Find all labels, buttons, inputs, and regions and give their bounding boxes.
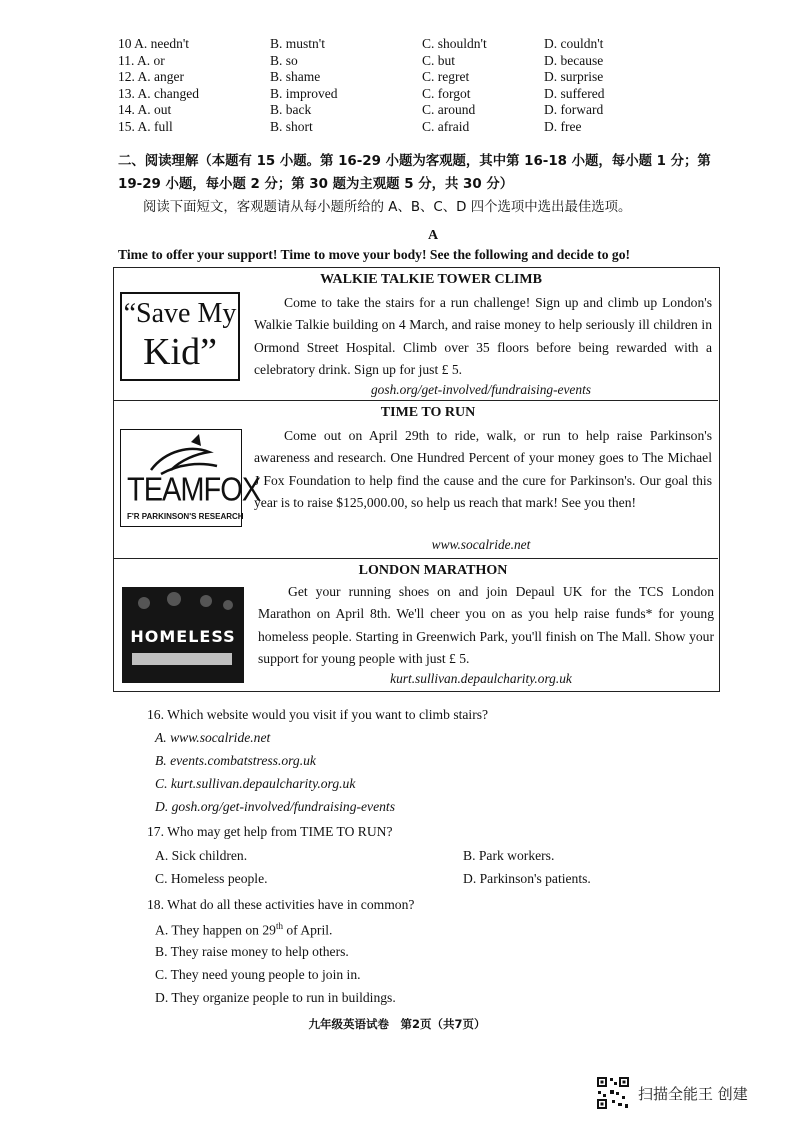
option-d: D. free [544,118,582,134]
ad-title: TIME TO RUN [380,405,476,420]
option-d: D. forward [544,102,604,118]
option-a: 14. A. out [118,102,172,118]
ad-url: gosh.org/get-involved/fundraising-events [370,382,592,397]
q18-choice-a-tail: of April. [282,922,333,938]
homeless-wordmark: HOMELESS [130,627,236,646]
option-a: 15. A. full [118,118,173,134]
option-a: 12. A. anger [118,69,184,85]
ad-walkie-talkie [114,268,718,401]
question-16-stem: 16. Which website would you visit if you want to climb stairs? [147,707,489,722]
homeless-logo [122,587,244,683]
q17-choice-a: A. Sick children. [155,848,248,863]
q18-choice-a [155,921,332,939]
scanner-watermark [596,1076,748,1110]
ads-box [113,267,720,692]
q16-choice-a: A. www.socalride.net [155,730,271,745]
option-c: C. afraid [422,118,470,134]
option-b: B. short [270,118,313,134]
q16-choice-b: B. events.combatstress.org.uk [155,753,316,768]
q17-choice-b: B. Park workers. [463,848,555,863]
ad-time-to-run [114,401,718,559]
question-18-stem: 18. What do all these activities have in common? [147,897,415,912]
ad-body: Come to take the stairs for a run challenge! Sign up and climb up London's Walkie Talkie building on 4 March, and raise money to help seriously ill children in Ormond Street Hospital. Climb over 35 floors before being rewarded with a celebratory drink. Sign up for just £ 5. [254,295,712,378]
option-d: D. surprise [544,69,604,85]
logo-line1: “Save My [123,298,237,329]
team-fox-wordmark: TEAMFOX [127,471,261,509]
option-b: B. so [270,52,298,68]
option-b: B. mustn't [270,36,325,51]
q18-choice-b: B. They raise money to help others. [155,944,349,959]
q17-choice-c: C. Homeless people. [155,871,268,886]
page-footer: 九年级英语试卷 第2页（共7页） [308,1017,486,1031]
ad-url: kurt.sullivan.depaulcharity.org.uk [390,671,572,686]
option-a: 13. A. changed [118,85,199,101]
q16-choice-c: C. kurt.sullivan.depaulcharity.org.uk [155,776,356,791]
option-b: B. back [270,102,312,118]
passage-letter: A [428,228,439,243]
section-heading: 二、阅读理解（本题有 15 小题。第 16-29 小题为客观题，其中第 16-18 小题，每小题 1 分；第 19-29 小题，每小题 2 分；第 30 题为主观题 5 分，共 30 分） [118,154,711,192]
option-a: 10 A. needn't [118,36,190,51]
q16-choice-d: D. gosh.org/get-involved/fundraising-events [155,799,395,814]
option-c: C. but [422,52,456,68]
ad-body: Come out on April 29th to ride, walk, or run to help raise Parkinson's awareness and research. One Hundred Percent of your money goes to The Michael J Fox Foundation to help find the cause and the cure for Parkinson's. Our goal this year is to raise $125,000.00, so help us reach that mark! See you then! [254,428,712,511]
option-a: 11. A. or [118,52,165,68]
scanner-badge-text: 扫描全能王 创建 [638,1084,748,1103]
option-c: C. forgot [422,85,471,101]
q18-choice-d: D. They organize people to run in buildings. [155,990,396,1005]
ad-title: LONDON MARATHON [358,563,508,578]
question-17-stem: 17. Who may get help from TIME TO RUN? [147,824,393,839]
section-instruction: 阅读下面短文，客观题请从每小题所给的 A、B、C、D 四个选项中选出最佳选项。 [143,200,632,215]
option-d: D. because [544,52,604,68]
q18-choice-a-text: A. They happen on 29 [155,922,276,938]
option-b: B. shame [270,69,321,85]
option-d: D. couldn't [544,36,604,51]
option-c: C. shouldn't [422,36,487,51]
team-fox-subtitle: F'R PARKINSON'S RESEARCH [127,512,244,521]
save-my-kid-logo [120,292,240,381]
team-fox-logo [120,429,261,527]
ad-body: Get your running shoes on and join Depaul UK for the TCS London Marathon on April 8th. We'll cheer you on as you help raise funds* for young homeless people. Starting in Greenwich Park, you'll finish on The Mall. Show your support for young people with just £ 5. [258,584,714,667]
option-c: C. around [422,102,476,118]
ad-london-marathon [114,559,718,691]
ad-url: www.socalride.net [431,537,531,552]
logo-line2: Kid” [143,331,217,373]
option-c: C. regret [422,69,470,85]
qr-code-icon [596,1076,630,1110]
option-d: D. suffered [544,85,605,101]
q18-choice-c: C. They need young people to join in. [155,967,361,982]
ordinal-suffix: th [275,921,283,931]
q17-choice-d: D. Parkinson's patients. [463,871,591,886]
passage-intro: Time to offer your support! Time to move your body! See the following and decide to go! [118,247,631,262]
ad-title: WALKIE TALKIE TOWER CLIMB [320,272,542,287]
option-b: B. improved [270,85,338,101]
